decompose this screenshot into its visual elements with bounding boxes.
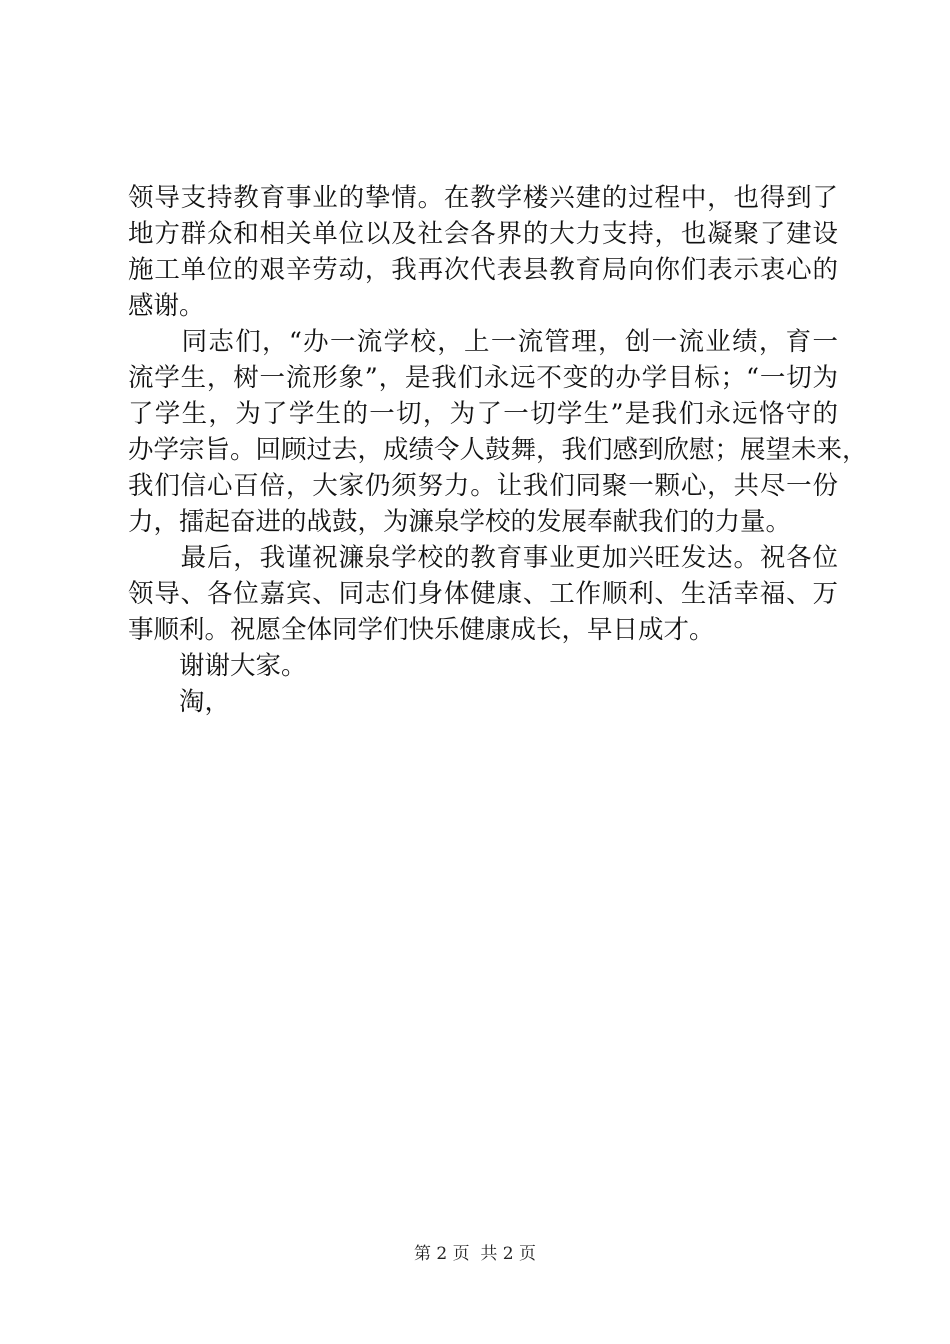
page-number: 第 2 页 共 2 页 (413, 1244, 537, 1264)
text-line: 力，擂起奋进的战鼓，为濂泉学校的发展奉献我们的力量。 (128, 507, 792, 537)
text-line: 领导、各位嘉宾、同志们身体健康、工作顺利、生活幸福、万 (128, 579, 838, 609)
text-line: 淘， (128, 687, 231, 717)
text-line: 流学生，树一流形象”，是我们永远不变的办学目标；“一切为 (128, 363, 838, 393)
text-line: 感谢。 (128, 291, 205, 321)
text-line: 我们信心百倍，大家仍须努力。让我们同聚一颗心，共尽一份 (128, 471, 838, 501)
text-line: 事顺利。祝愿全体同学们快乐健康成长，早日成才。 (128, 615, 715, 645)
text-line: 领导支持教育事业的挚情。在教学楼兴建的过程中，也得到了 (128, 183, 838, 213)
text-line: 施工单位的艰辛劳动，我再次代表县教育局向你们表示衷心的 (128, 255, 838, 285)
text-line: 办学宗旨。回顾过去，成绩令人鼓舞，我们感到欣慰；展望未来， (128, 435, 868, 465)
page-footer (0, 1244, 950, 1264)
text-line: 最后，我谨祝濂泉学校的教育事业更加兴旺发达。祝各位 (128, 543, 838, 573)
text-line: 同志们，“办一流学校，上一流管理，创一流业绩，育一 (128, 327, 838, 357)
document-body (128, 180, 868, 720)
text-line: 了学生，为了学生的一切，为了一切学生”是我们永远恪守的 (128, 399, 838, 429)
text-line: 地方群众和相关单位以及社会各界的大力支持，也凝聚了建设 (128, 219, 838, 249)
text-line: 谢谢大家。 (128, 651, 307, 681)
